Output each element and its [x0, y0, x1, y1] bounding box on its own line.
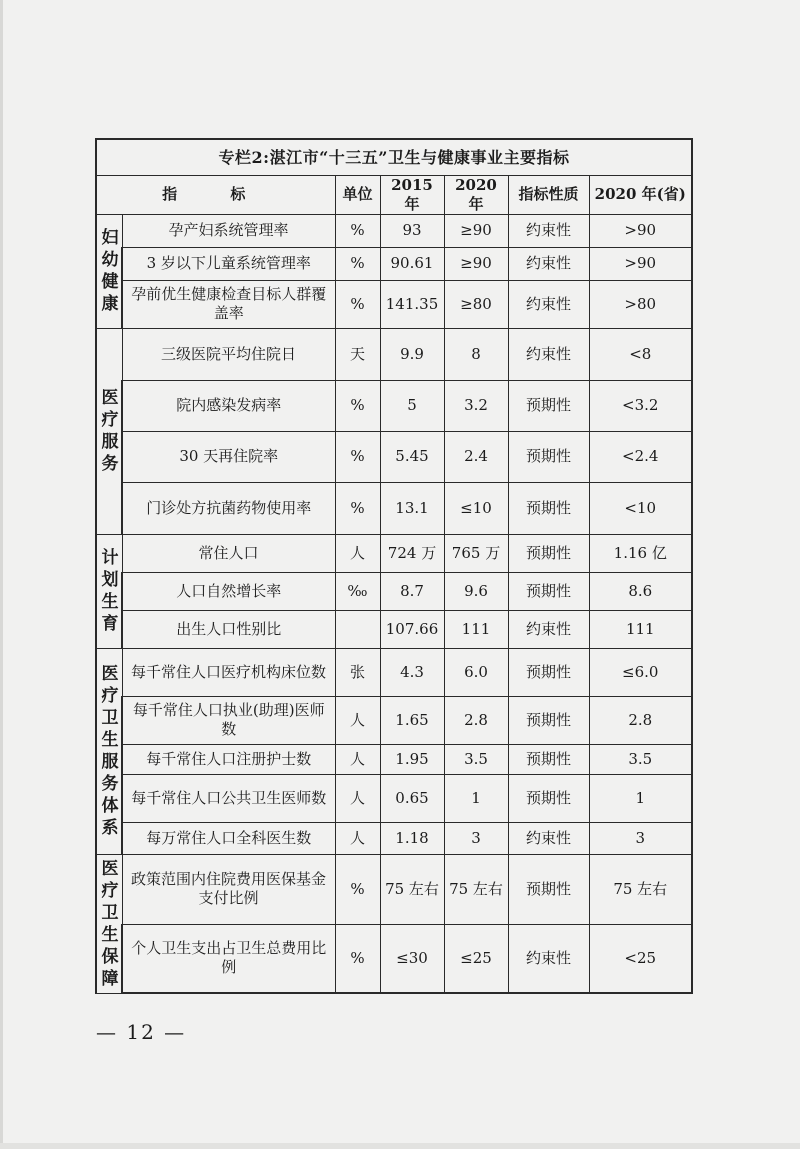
nature-cell: 约束性 [508, 214, 589, 247]
value-2015: 9.9 [380, 328, 444, 380]
indicator-name: 孕前优生健康检查目标人群覆盖率 [122, 280, 335, 328]
table-row [96, 610, 692, 648]
unit-cell: % [335, 924, 380, 993]
table-row [96, 572, 692, 610]
value-province: >80 [589, 280, 692, 328]
unit-cell: 天 [335, 328, 380, 380]
value-province: 1.16 亿 [589, 534, 692, 572]
value-province: <8 [589, 328, 692, 380]
table-row [96, 280, 692, 328]
category-cell [96, 648, 122, 854]
table-row [96, 247, 692, 280]
value-2020: ≤25 [444, 924, 508, 993]
value-2020: 3.5 [444, 744, 508, 774]
table-row [96, 328, 692, 380]
value-2020: 6.0 [444, 648, 508, 696]
value-2020: 8 [444, 328, 508, 380]
table-row [96, 482, 692, 534]
category-label: 医疗卫生保障 [101, 858, 119, 989]
value-2015: 1.95 [380, 744, 444, 774]
value-province: 1 [589, 774, 692, 822]
table-row [96, 380, 692, 431]
value-2015: 0.65 [380, 774, 444, 822]
table-row [96, 534, 692, 572]
unit-cell: 人 [335, 822, 380, 854]
category-cell [96, 534, 122, 648]
indicator-name: 院内感染发病率 [122, 380, 335, 431]
category-label: 医疗卫生服务体系 [101, 664, 119, 838]
value-2015: 75 左右 [380, 854, 444, 924]
value-2020: 2.8 [444, 696, 508, 744]
value-2020: 9.6 [444, 572, 508, 610]
value-2020: 765 万 [444, 534, 508, 572]
value-2015: 4.3 [380, 648, 444, 696]
value-province: <25 [589, 924, 692, 993]
value-2015: 90.61 [380, 247, 444, 280]
value-2015: 1.18 [380, 822, 444, 854]
nature-cell: 预期性 [508, 696, 589, 744]
table-row [96, 822, 692, 854]
header-2015: 2015 年 [380, 175, 444, 214]
category-cell [96, 328, 122, 534]
header-unit: 单位 [335, 175, 380, 214]
nature-cell: 预期性 [508, 380, 589, 431]
nature-cell: 约束性 [508, 822, 589, 854]
unit-cell: 张 [335, 648, 380, 696]
unit-cell: % [335, 247, 380, 280]
indicators-table [95, 138, 693, 994]
unit-cell: 人 [335, 744, 380, 774]
table-row [96, 774, 692, 822]
nature-cell: 预期性 [508, 482, 589, 534]
value-2020: ≤10 [444, 482, 508, 534]
value-2020: 3 [444, 822, 508, 854]
nature-cell: 约束性 [508, 247, 589, 280]
unit-cell: % [335, 214, 380, 247]
value-2015: 93 [380, 214, 444, 247]
value-province: 3 [589, 822, 692, 854]
nature-cell: 预期性 [508, 431, 589, 482]
table-row [96, 648, 692, 696]
indicator-name: 每千常住人口注册护士数 [122, 744, 335, 774]
indicator-name: 3 岁以下儿童系统管理率 [122, 247, 335, 280]
header-2020: 2020 年 [444, 175, 508, 214]
header-indicator: 指 标 [96, 175, 335, 214]
indicator-name: 孕产妇系统管理率 [122, 214, 335, 247]
value-2015: 141.35 [380, 280, 444, 328]
nature-cell: 约束性 [508, 280, 589, 328]
table-row [96, 431, 692, 482]
value-2015: 1.65 [380, 696, 444, 744]
nature-cell: 预期性 [508, 572, 589, 610]
category-label: 计划生育 [101, 548, 119, 634]
value-2015: 8.7 [380, 572, 444, 610]
nature-cell: 预期性 [508, 774, 589, 822]
nature-cell: 预期性 [508, 854, 589, 924]
indicator-name: 每千常住人口执业(助理)医师数 [122, 696, 335, 744]
unit-cell: % [335, 280, 380, 328]
unit-cell: % [335, 854, 380, 924]
unit-cell [335, 610, 380, 648]
nature-cell: 约束性 [508, 328, 589, 380]
value-2015: 5.45 [380, 431, 444, 482]
value-province: >90 [589, 247, 692, 280]
table-row [96, 744, 692, 774]
value-2020: 3.2 [444, 380, 508, 431]
value-province: ≤6.0 [589, 648, 692, 696]
value-2020: 1 [444, 774, 508, 822]
unit-cell: % [335, 431, 380, 482]
unit-cell: 人 [335, 696, 380, 744]
indicator-name: 每万常住人口全科医生数 [122, 822, 335, 854]
table-row [96, 924, 692, 993]
scan-edge [0, 0, 3, 1149]
unit-cell: 人 [335, 534, 380, 572]
value-province: 111 [589, 610, 692, 648]
value-province: >90 [589, 214, 692, 247]
value-province: 75 左右 [589, 854, 692, 924]
indicator-name: 每千常住人口公共卫生医师数 [122, 774, 335, 822]
value-2020: ≥90 [444, 214, 508, 247]
unit-cell: % [335, 380, 380, 431]
indicator-name: 个人卫生支出占卫生总费用比例 [122, 924, 335, 993]
table-row [96, 854, 692, 924]
value-2020: 2.4 [444, 431, 508, 482]
value-2020: 75 左右 [444, 854, 508, 924]
category-cell [96, 214, 122, 328]
category-label: 医疗服务 [101, 388, 119, 474]
value-2015: 13.1 [380, 482, 444, 534]
value-province: <3.2 [589, 380, 692, 431]
nature-cell: 预期性 [508, 648, 589, 696]
value-province: <10 [589, 482, 692, 534]
nature-cell: 约束性 [508, 924, 589, 993]
table-row [96, 214, 692, 247]
page-number: — 12 — [96, 1020, 187, 1044]
indicator-name: 门诊处方抗菌药物使用率 [122, 482, 335, 534]
unit-cell: 人 [335, 774, 380, 822]
indicator-name: 30 天再住院率 [122, 431, 335, 482]
value-province: 8.6 [589, 572, 692, 610]
value-province: 2.8 [589, 696, 692, 744]
value-2015: 724 万 [380, 534, 444, 572]
nature-cell: 预期性 [508, 744, 589, 774]
value-2015: 5 [380, 380, 444, 431]
unit-cell: % [335, 482, 380, 534]
indicator-name: 政策范围内住院费用医保基金支付比例 [122, 854, 335, 924]
value-2020: ≥80 [444, 280, 508, 328]
category-cell [96, 854, 122, 993]
value-2015: ≤30 [380, 924, 444, 993]
value-province: 3.5 [589, 744, 692, 774]
header-2020-province: 2020 年(省) [589, 175, 692, 214]
indicator-name: 三级医院平均住院日 [122, 328, 335, 380]
unit-cell: ‰ [335, 572, 380, 610]
value-province: <2.4 [589, 431, 692, 482]
value-2015: 107.66 [380, 610, 444, 648]
indicator-name: 出生人口性别比 [122, 610, 335, 648]
indicator-name: 常住人口 [122, 534, 335, 572]
scan-edge [0, 1143, 800, 1149]
indicator-name: 人口自然增长率 [122, 572, 335, 610]
nature-cell: 预期性 [508, 534, 589, 572]
value-2020: 111 [444, 610, 508, 648]
nature-cell: 约束性 [508, 610, 589, 648]
category-label: 妇幼健康 [101, 228, 119, 314]
indicator-name: 每千常住人口医疗机构床位数 [122, 648, 335, 696]
table-title: 专栏2:湛江市“十三五”卫生与健康事业主要指标 [96, 139, 692, 175]
table-row [96, 696, 692, 744]
header-nature: 指标性质 [508, 175, 589, 214]
value-2020: ≥90 [444, 247, 508, 280]
